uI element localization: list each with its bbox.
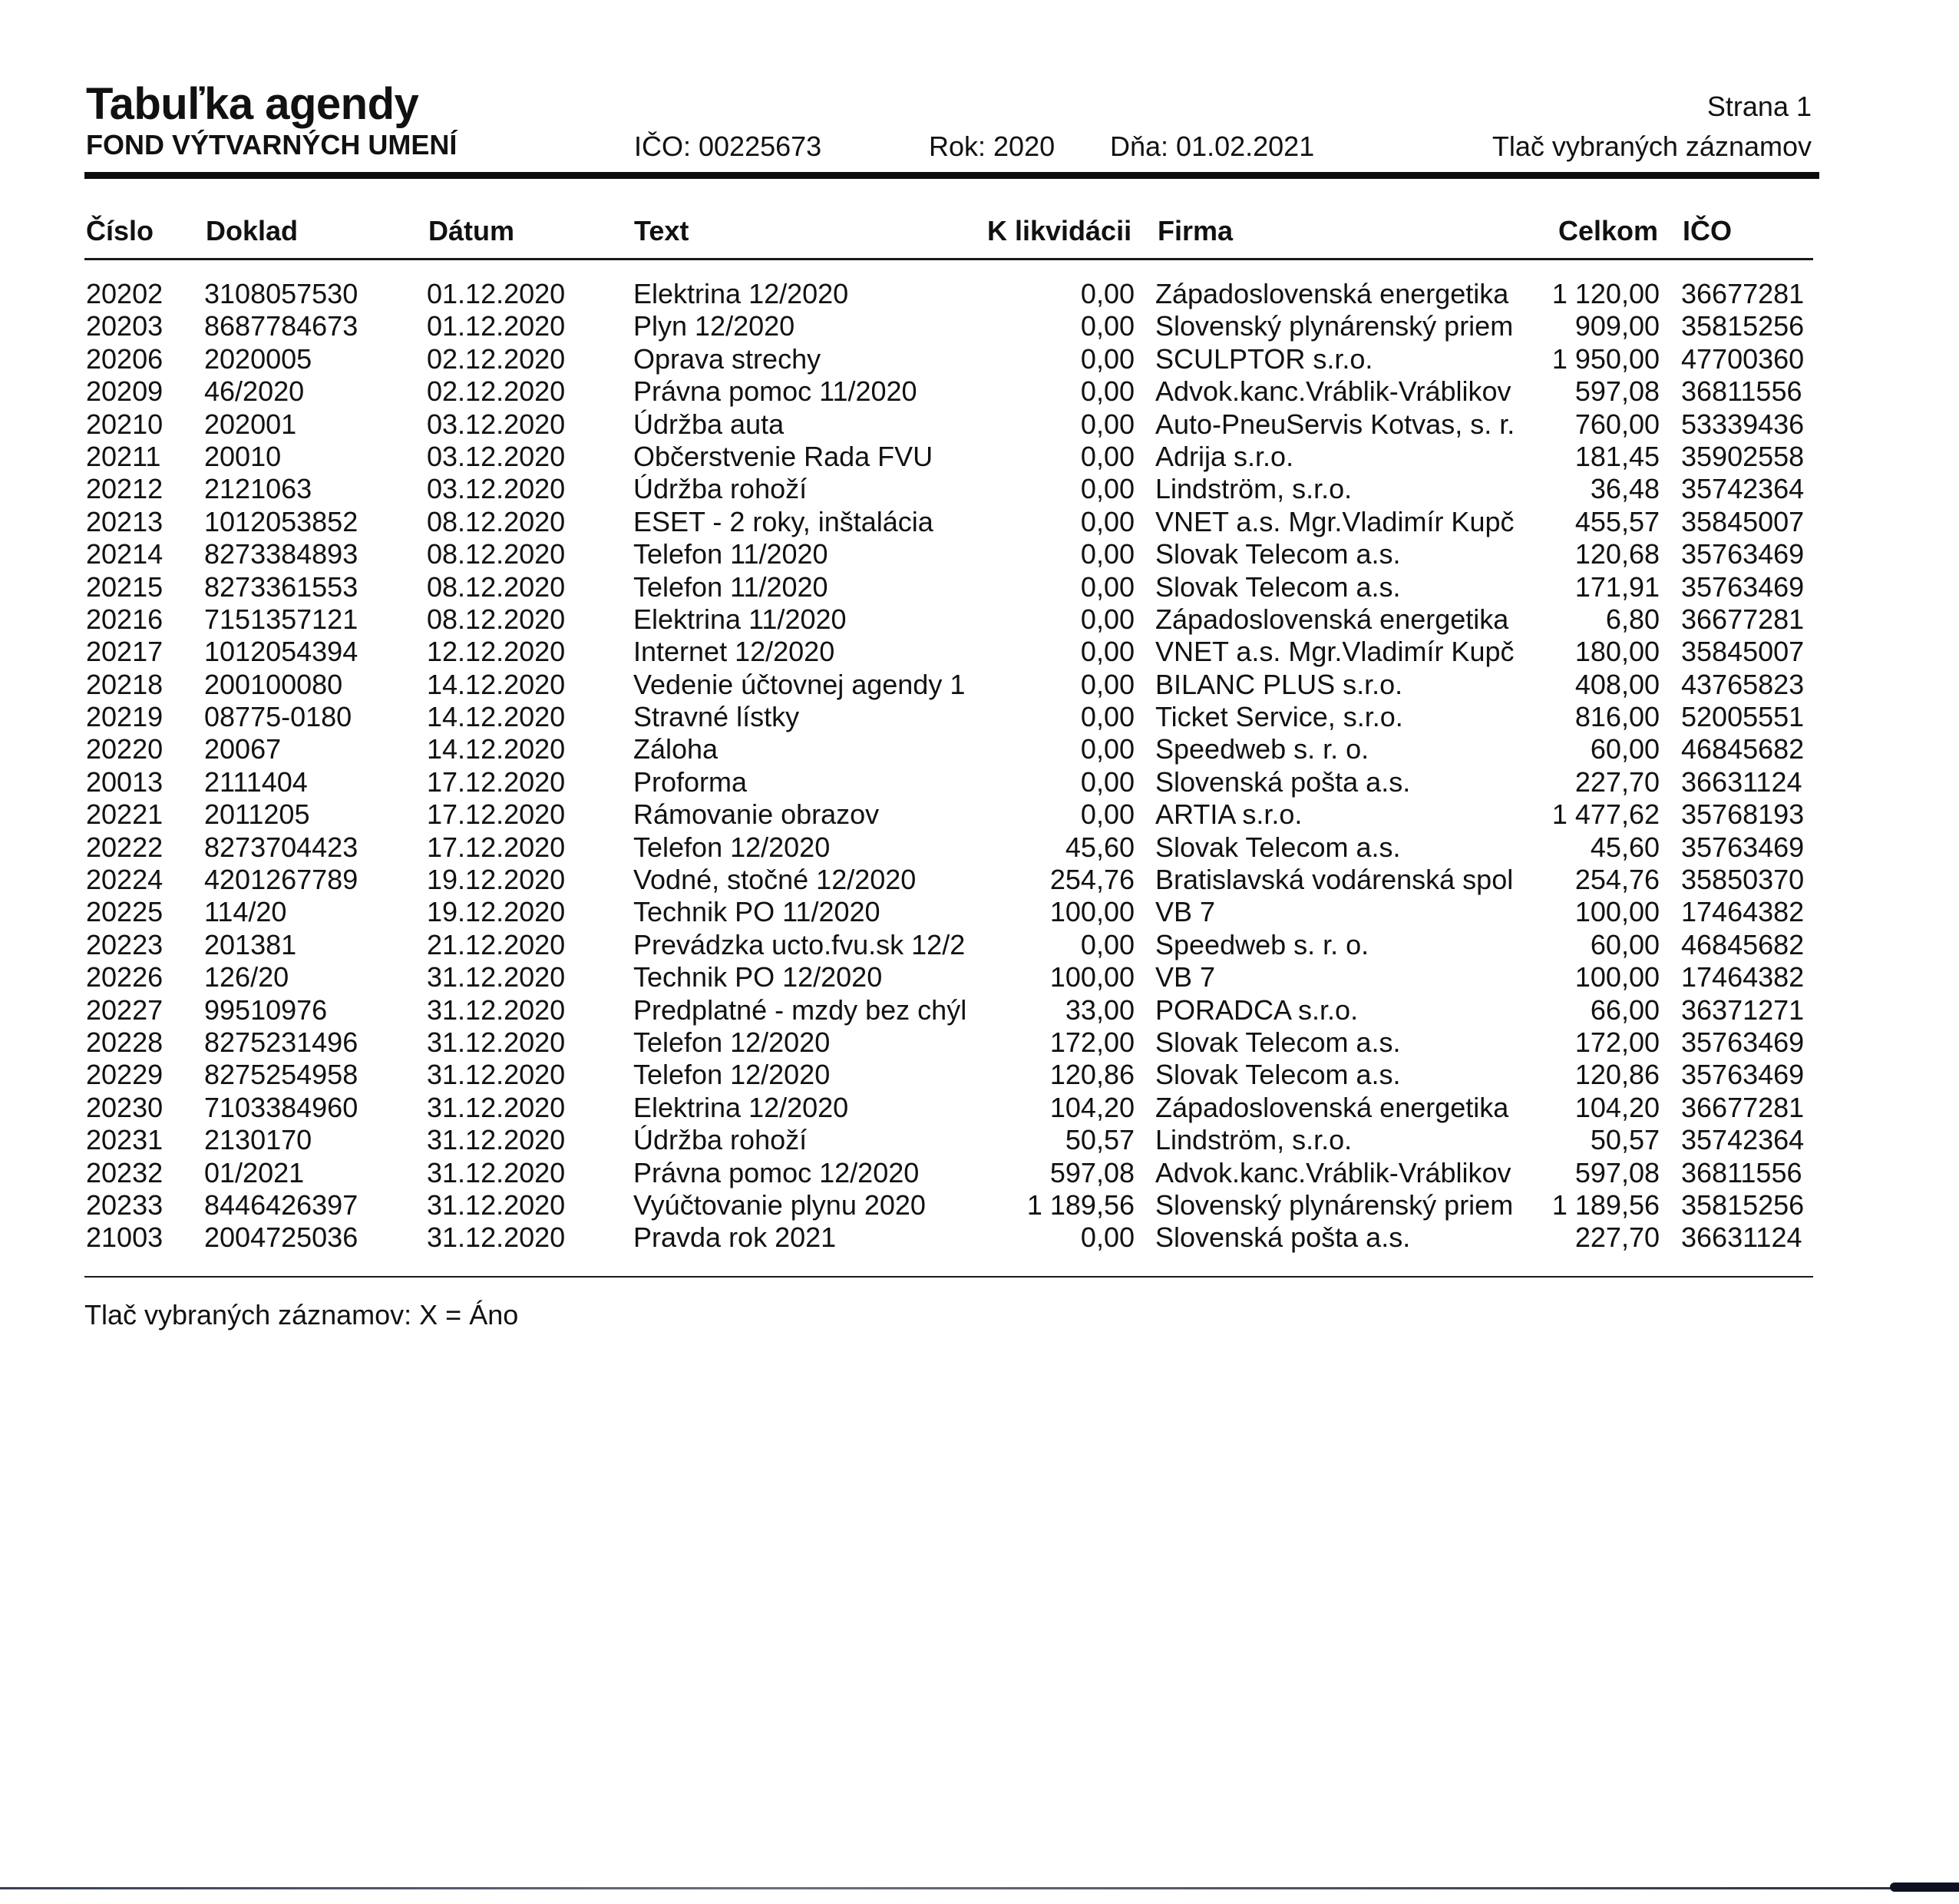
- cell-datum: 17.12.2020: [427, 831, 566, 863]
- cell-firma: Západoslovenská energetika: [1155, 603, 1509, 635]
- table-row: [0, 701, 1959, 733]
- table-row: [0, 1026, 1959, 1059]
- table-row: [0, 1157, 1959, 1189]
- cell-text: Predplatné - mzdy bez chýl: [633, 993, 967, 1026]
- cell-doklad: 2121063: [204, 473, 312, 505]
- cell-celkom: 100,00: [1574, 961, 1660, 993]
- cell-firma: Lindström, s.r.o.: [1155, 1124, 1353, 1156]
- table-body: [0, 278, 1959, 1254]
- cell-ico: 36811556: [1681, 375, 1802, 408]
- cell-k-likvidacii: 0,00: [1080, 375, 1135, 408]
- cell-cislo: 20217: [86, 636, 164, 668]
- cell-ico: 35763469: [1681, 831, 1805, 863]
- cell-cislo: 20212: [86, 473, 164, 505]
- cell-datum: 02.12.2020: [427, 375, 566, 408]
- cell-text: Internet 12/2020: [633, 636, 835, 668]
- table-row: [0, 798, 1959, 831]
- cell-celkom: 45,60: [1590, 831, 1660, 863]
- cell-datum: 31.12.2020: [427, 1091, 566, 1123]
- cell-datum: 03.12.2020: [427, 473, 566, 505]
- cell-k-likvidacii: 0,00: [1080, 733, 1135, 765]
- cell-cislo: 20223: [86, 928, 164, 960]
- cell-celkom: 60,00: [1590, 733, 1660, 765]
- cell-k-likvidacii: 0,00: [1080, 278, 1135, 309]
- cell-text: Technik PO 11/2020: [633, 896, 880, 928]
- table-row: [0, 1059, 1959, 1091]
- cell-ico: 35763469: [1681, 1026, 1805, 1058]
- cell-datum: 21.12.2020: [427, 928, 566, 960]
- cell-text: Údržba rohoží: [633, 473, 808, 505]
- table-row: [0, 961, 1959, 993]
- cell-datum: 31.12.2020: [427, 1059, 566, 1091]
- cell-text: Údržba rohoží: [633, 1124, 808, 1156]
- cell-text: Záloha: [633, 733, 719, 765]
- cell-datum: 03.12.2020: [427, 408, 566, 440]
- cell-k-likvidacii: 172,00: [1049, 1026, 1135, 1058]
- cell-doklad: 8273361553: [204, 570, 358, 603]
- table-row: [0, 636, 1959, 668]
- cell-datum: 31.12.2020: [427, 1221, 566, 1254]
- cell-k-likvidacii: 0,00: [1080, 505, 1135, 537]
- cell-firma: SCULPTOR s.r.o.: [1155, 342, 1373, 375]
- cell-ico: 35845007: [1681, 636, 1805, 668]
- column-header-k-likvidacii: K likvidácii: [987, 215, 1132, 246]
- cell-firma: Slovak Telecom a.s.: [1155, 538, 1401, 570]
- cell-ico: 35850370: [1681, 864, 1805, 896]
- cell-ico: 36631124: [1681, 765, 1802, 798]
- cell-doklad: 46/2020: [204, 375, 305, 408]
- print-mode-label: Tlač vybraných záznamov: [1492, 131, 1812, 162]
- cell-cislo: 21003: [86, 1221, 164, 1254]
- cell-k-likvidacii: 0,00: [1080, 636, 1135, 668]
- report-year: Rok: 2020: [929, 131, 1055, 162]
- table-row: [0, 896, 1959, 928]
- cell-cislo: 20220: [86, 733, 164, 765]
- table-row: [0, 473, 1959, 505]
- cell-ico: 53339436: [1681, 408, 1805, 440]
- cell-cislo: 20218: [86, 668, 164, 700]
- organization-name: FOND VÝTVARNÝCH UMENÍ: [86, 129, 458, 160]
- cell-cislo: 20228: [86, 1026, 164, 1058]
- cell-k-likvidacii: 0,00: [1080, 538, 1135, 570]
- cell-firma: Slovak Telecom a.s.: [1155, 831, 1401, 863]
- cell-celkom: 227,70: [1574, 765, 1660, 798]
- table-footer-divider: [84, 1276, 1813, 1278]
- cell-text: Právna pomoc 11/2020: [633, 375, 917, 408]
- cell-k-likvidacii: 0,00: [1080, 1221, 1135, 1254]
- cell-celkom: 455,57: [1574, 505, 1660, 537]
- table-row: [0, 571, 1959, 603]
- cell-k-likvidacii: 0,00: [1080, 701, 1135, 733]
- footer-note: Tlač vybraných záznamov: X = Áno: [84, 1299, 519, 1330]
- cell-doklad: 1012054394: [204, 636, 358, 668]
- cell-celkom: 816,00: [1574, 701, 1660, 733]
- cell-firma: Speedweb s. r. o.: [1155, 733, 1369, 765]
- cell-firma: Advok.kanc.Vráblik-Vráblikov: [1155, 375, 1511, 408]
- table-row: [0, 669, 1959, 701]
- cell-ico: 36811556: [1681, 1156, 1802, 1188]
- cell-celkom: 181,45: [1574, 440, 1660, 472]
- cell-datum: 08.12.2020: [427, 538, 566, 570]
- column-header-ico: IČO: [1683, 215, 1733, 246]
- cell-firma: Západoslovenská energetika: [1155, 1091, 1509, 1123]
- cell-datum: 08.12.2020: [427, 570, 566, 603]
- cell-ico: 35845007: [1681, 505, 1805, 537]
- cell-doklad: 7103384960: [204, 1091, 358, 1123]
- cell-datum: 31.12.2020: [427, 961, 566, 993]
- cell-k-likvidacii: 0,00: [1080, 342, 1135, 375]
- cell-doklad: 126/20: [204, 961, 289, 993]
- cell-datum: 12.12.2020: [427, 636, 566, 668]
- cell-ico: 36371271: [1681, 993, 1805, 1026]
- cell-celkom: 1 950,00: [1551, 342, 1660, 375]
- cell-cislo: 20013: [86, 765, 164, 798]
- cell-ico: 46845682: [1681, 928, 1805, 960]
- cell-ico: 17464382: [1681, 896, 1805, 928]
- cell-cislo: 20221: [86, 798, 164, 831]
- cell-cislo: 20215: [86, 570, 164, 603]
- cell-celkom: 36,48: [1590, 473, 1660, 505]
- cell-firma: Speedweb s. r. o.: [1155, 928, 1369, 960]
- cell-cislo: 20233: [86, 1188, 164, 1221]
- cell-doklad: 114/20: [204, 896, 287, 928]
- cell-celkom: 1 120,00: [1551, 278, 1660, 309]
- cell-text: Pravda rok 2021: [633, 1221, 837, 1254]
- cell-cislo: 20219: [86, 701, 164, 733]
- cell-text: Plyn 12/2020: [633, 310, 795, 342]
- cell-k-likvidacii: 120,86: [1049, 1059, 1135, 1091]
- table-row: [0, 375, 1959, 408]
- cell-cislo: 20209: [86, 375, 164, 408]
- cell-cislo: 20213: [86, 505, 164, 537]
- cell-datum: 31.12.2020: [427, 1156, 566, 1188]
- table-row: [0, 441, 1959, 473]
- cell-celkom: 597,08: [1574, 375, 1660, 408]
- cell-k-likvidacii: 0,00: [1080, 570, 1135, 603]
- cell-datum: 14.12.2020: [427, 733, 566, 765]
- cell-firma: Slovak Telecom a.s.: [1155, 1059, 1401, 1091]
- cell-cislo: 20224: [86, 864, 164, 896]
- cell-ico: 35763469: [1681, 1059, 1805, 1091]
- cell-celkom: 1 477,62: [1551, 798, 1660, 831]
- column-header-firma: Firma: [1158, 215, 1234, 246]
- cell-datum: 31.12.2020: [427, 1188, 566, 1221]
- cell-datum: 19.12.2020: [427, 864, 566, 896]
- cell-k-likvidacii: 45,60: [1065, 831, 1135, 863]
- cell-text: Telefon 11/2020: [633, 538, 828, 570]
- cell-celkom: 100,00: [1574, 896, 1660, 928]
- cell-datum: 08.12.2020: [427, 505, 566, 537]
- cell-k-likvidacii: 254,76: [1049, 864, 1135, 896]
- cell-doklad: 202001: [204, 408, 297, 440]
- cell-celkom: 909,00: [1574, 310, 1660, 342]
- cell-doklad: 200100080: [204, 668, 343, 700]
- cell-doklad: 7151357121: [204, 603, 358, 635]
- cell-k-likvidacii: 0,00: [1080, 310, 1135, 342]
- table-row: [0, 538, 1959, 570]
- table-header-divider: [84, 258, 1813, 260]
- cell-datum: 31.12.2020: [427, 993, 566, 1026]
- cell-text: Telefon 11/2020: [633, 570, 828, 603]
- cell-doklad: 1012053852: [204, 505, 358, 537]
- table-row: [0, 278, 1959, 310]
- table-row: [0, 408, 1959, 441]
- cell-k-likvidacii: 0,00: [1080, 440, 1135, 472]
- cell-text: Vedenie účtovnej agendy 1: [633, 668, 966, 700]
- cell-text: Vodné, stočné 12/2020: [633, 864, 917, 896]
- cell-cislo: 20231: [86, 1124, 164, 1156]
- cell-firma: Západoslovenská energetika: [1155, 278, 1509, 309]
- cell-doklad: 201381: [204, 928, 297, 960]
- scan-edge-line: [0, 1887, 1959, 1889]
- cell-firma: BILANC PLUS s.r.o.: [1155, 668, 1403, 700]
- table-row: [0, 994, 1959, 1026]
- cell-datum: 08.12.2020: [427, 603, 566, 635]
- cell-text: Rámovanie obrazov: [633, 798, 880, 831]
- cell-firma: Ticket Service, s.r.o.: [1155, 701, 1403, 733]
- cell-doklad: 8275231496: [204, 1026, 358, 1058]
- cell-firma: Slovak Telecom a.s.: [1155, 570, 1401, 603]
- cell-ico: 35742364: [1681, 473, 1805, 505]
- cell-cislo: 20211: [86, 440, 161, 472]
- cell-doklad: 2011205: [204, 798, 310, 831]
- column-header-doklad: Doklad: [206, 215, 299, 246]
- table-row: [0, 766, 1959, 798]
- cell-doklad: 3108057530: [204, 278, 358, 309]
- cell-k-likvidacii: 33,00: [1065, 993, 1135, 1026]
- cell-cislo: 20202: [86, 278, 164, 309]
- cell-ico: 35742364: [1681, 1124, 1805, 1156]
- report-date: Dňa: 01.02.2021: [1110, 131, 1315, 162]
- cell-ico: 36631124: [1681, 1221, 1802, 1254]
- cell-datum: 03.12.2020: [427, 440, 566, 472]
- table-row: [0, 506, 1959, 538]
- cell-k-likvidacii: 0,00: [1080, 765, 1135, 798]
- cell-celkom: 6,80: [1605, 603, 1660, 635]
- cell-text: Elektrina 12/2020: [633, 278, 849, 309]
- cell-text: Stravné lístky: [633, 701, 800, 733]
- cell-text: Prevádzka ucto.fvu.sk 12/2: [633, 928, 966, 960]
- cell-doklad: 01/2021: [204, 1156, 305, 1188]
- cell-ico: 35763469: [1681, 538, 1805, 570]
- cell-celkom: 120,68: [1574, 538, 1660, 570]
- cell-cislo: 20230: [86, 1091, 164, 1123]
- column-header-datum: Dátum: [428, 215, 515, 246]
- cell-cislo: 20216: [86, 603, 164, 635]
- cell-firma: VB 7: [1155, 896, 1216, 928]
- cell-celkom: 66,00: [1590, 993, 1660, 1026]
- cell-k-likvidacii: 597,08: [1049, 1156, 1135, 1188]
- cell-text: Elektrina 11/2020: [633, 603, 847, 635]
- cell-text: Občerstvenie Rada FVU: [633, 440, 933, 472]
- cell-cislo: 20203: [86, 310, 164, 342]
- cell-ico: 17464382: [1681, 961, 1805, 993]
- cell-text: ESET - 2 roky, inštalácia: [633, 505, 933, 537]
- cell-firma: VNET a.s. Mgr.Vladimír Kupč: [1155, 636, 1515, 668]
- cell-ico: 35902558: [1681, 440, 1805, 472]
- cell-firma: VB 7: [1155, 961, 1216, 993]
- cell-k-likvidacii: 0,00: [1080, 798, 1135, 831]
- cell-k-likvidacii: 100,00: [1049, 961, 1135, 993]
- table-row: [0, 343, 1959, 375]
- cell-cislo: 20226: [86, 961, 164, 993]
- cell-celkom: 760,00: [1574, 408, 1660, 440]
- cell-doklad: 8273384893: [204, 538, 358, 570]
- cell-cislo: 20229: [86, 1059, 164, 1091]
- cell-firma: Lindström, s.r.o.: [1155, 473, 1353, 505]
- cell-ico: 35815256: [1681, 310, 1805, 342]
- cell-doklad: 20010: [204, 440, 282, 472]
- cell-datum: 01.12.2020: [427, 278, 566, 309]
- cell-k-likvidacii: 0,00: [1080, 408, 1135, 440]
- cell-k-likvidacii: 0,00: [1080, 668, 1135, 700]
- cell-celkom: 180,00: [1574, 636, 1660, 668]
- organization-ico: IČO: 00225673: [634, 131, 822, 162]
- cell-celkom: 254,76: [1574, 864, 1660, 896]
- table-row: [0, 1189, 1959, 1221]
- cell-text: Proforma: [633, 765, 748, 798]
- table-row: [0, 603, 1959, 636]
- cell-ico: 43765823: [1681, 668, 1805, 700]
- cell-ico: 35763469: [1681, 570, 1805, 603]
- cell-datum: 14.12.2020: [427, 701, 566, 733]
- cell-datum: 01.12.2020: [427, 310, 566, 342]
- cell-doklad: 8446426397: [204, 1188, 358, 1221]
- column-header-text: Text: [634, 215, 689, 246]
- cell-firma: Slovenská pošta a.s.: [1155, 1221, 1411, 1254]
- cell-datum: 31.12.2020: [427, 1026, 566, 1058]
- cell-ico: 47700360: [1681, 342, 1805, 375]
- cell-firma: ARTIA s.r.o.: [1155, 798, 1303, 831]
- cell-celkom: 104,20: [1574, 1091, 1660, 1123]
- header-divider: [84, 172, 1819, 179]
- cell-firma: Adrija s.r.o.: [1155, 440, 1294, 472]
- cell-firma: Slovenský plynárenský priem: [1155, 310, 1514, 342]
- table-row: [0, 831, 1959, 864]
- cell-doklad: 99510976: [204, 993, 328, 1026]
- cell-ico: 36677281: [1681, 278, 1805, 309]
- cell-text: Údržba auta: [633, 408, 785, 440]
- table-row: [0, 310, 1959, 342]
- cell-cislo: 20227: [86, 993, 164, 1026]
- cell-k-likvidacii: 100,00: [1049, 896, 1135, 928]
- table-row: [0, 1221, 1959, 1254]
- cell-celkom: 172,00: [1574, 1026, 1660, 1058]
- cell-ico: 35768193: [1681, 798, 1805, 831]
- cell-firma: Auto-PneuServis Kotvas, s. r.: [1155, 408, 1515, 440]
- table-row: [0, 929, 1959, 961]
- cell-doklad: 8275254958: [204, 1059, 358, 1091]
- cell-cislo: 20214: [86, 538, 164, 570]
- cell-doklad: 2111404: [204, 765, 308, 798]
- table-row: [0, 864, 1959, 896]
- cell-text: Elektrina 12/2020: [633, 1091, 849, 1123]
- cell-datum: 17.12.2020: [427, 765, 566, 798]
- page-number: Strana 1: [1706, 91, 1812, 122]
- cell-celkom: 171,91: [1574, 570, 1660, 603]
- cell-datum: 14.12.2020: [427, 668, 566, 700]
- cell-cislo: 20232: [86, 1156, 164, 1188]
- cell-celkom: 1 189,56: [1551, 1188, 1660, 1221]
- cell-firma: Slovenský plynárenský priem: [1155, 1188, 1514, 1221]
- cell-datum: 19.12.2020: [427, 896, 566, 928]
- table-row: [0, 733, 1959, 765]
- cell-celkom: 120,86: [1574, 1059, 1660, 1091]
- table-row: [0, 1124, 1959, 1156]
- cell-k-likvidacii: 0,00: [1080, 473, 1135, 505]
- cell-cislo: 20222: [86, 831, 164, 863]
- cell-celkom: 597,08: [1574, 1156, 1660, 1188]
- cell-k-likvidacii: 0,00: [1080, 928, 1135, 960]
- cell-k-likvidacii: 0,00: [1080, 603, 1135, 635]
- cell-text: Telefon 12/2020: [633, 831, 831, 863]
- cell-cislo: 20225: [86, 896, 164, 928]
- cell-doklad: 2130170: [204, 1124, 312, 1156]
- column-header-celkom: Celkom: [1558, 215, 1659, 246]
- cell-text: Telefon 12/2020: [633, 1026, 831, 1058]
- cell-datum: 02.12.2020: [427, 342, 566, 375]
- cell-text: Technik PO 12/2020: [633, 961, 883, 993]
- cell-text: Právna pomoc 12/2020: [633, 1156, 920, 1188]
- cell-firma: Slovak Telecom a.s.: [1155, 1026, 1401, 1058]
- cell-ico: 36677281: [1681, 1091, 1805, 1123]
- cell-doklad: 08775-0180: [204, 701, 352, 733]
- cell-k-likvidacii: 50,57: [1065, 1124, 1135, 1156]
- scan-edge-shadow: [1890, 1883, 1959, 1892]
- cell-doklad: 4201267789: [204, 864, 358, 896]
- report-title: Tabuľka agendy: [86, 79, 419, 129]
- cell-celkom: 408,00: [1574, 668, 1660, 700]
- column-header-cislo: Číslo: [86, 215, 154, 246]
- cell-ico: 52005551: [1681, 701, 1805, 733]
- cell-celkom: 60,00: [1590, 928, 1660, 960]
- table-row: [0, 1092, 1959, 1124]
- cell-ico: 35815256: [1681, 1188, 1805, 1221]
- cell-doklad: 2020005: [204, 342, 312, 375]
- cell-text: Vyúčtovanie plynu 2020: [633, 1188, 926, 1221]
- cell-firma: Advok.kanc.Vráblik-Vráblikov: [1155, 1156, 1511, 1188]
- cell-firma: Slovenská pošta a.s.: [1155, 765, 1411, 798]
- cell-doklad: 8687784673: [204, 310, 358, 342]
- cell-celkom: 227,70: [1574, 1221, 1660, 1254]
- cell-ico: 36677281: [1681, 603, 1805, 635]
- cell-k-likvidacii: 104,20: [1049, 1091, 1135, 1123]
- cell-datum: 31.12.2020: [427, 1124, 566, 1156]
- cell-doklad: 2004725036: [204, 1221, 358, 1254]
- cell-ico: 46845682: [1681, 733, 1805, 765]
- cell-cislo: 20206: [86, 342, 164, 375]
- cell-firma: PORADCA s.r.o.: [1155, 993, 1359, 1026]
- cell-firma: VNET a.s. Mgr.Vladimír Kupč: [1155, 505, 1515, 537]
- cell-celkom: 50,57: [1590, 1124, 1660, 1156]
- cell-doklad: 8273704423: [204, 831, 358, 863]
- cell-datum: 17.12.2020: [427, 798, 566, 831]
- cell-doklad: 20067: [204, 733, 282, 765]
- cell-text: Telefon 12/2020: [633, 1059, 831, 1091]
- cell-cislo: 20210: [86, 408, 164, 440]
- cell-firma: Bratislavská vodárenská spol: [1155, 864, 1514, 896]
- cell-k-likvidacii: 1 189,56: [1026, 1188, 1135, 1221]
- cell-text: Oprava strechy: [633, 342, 821, 375]
